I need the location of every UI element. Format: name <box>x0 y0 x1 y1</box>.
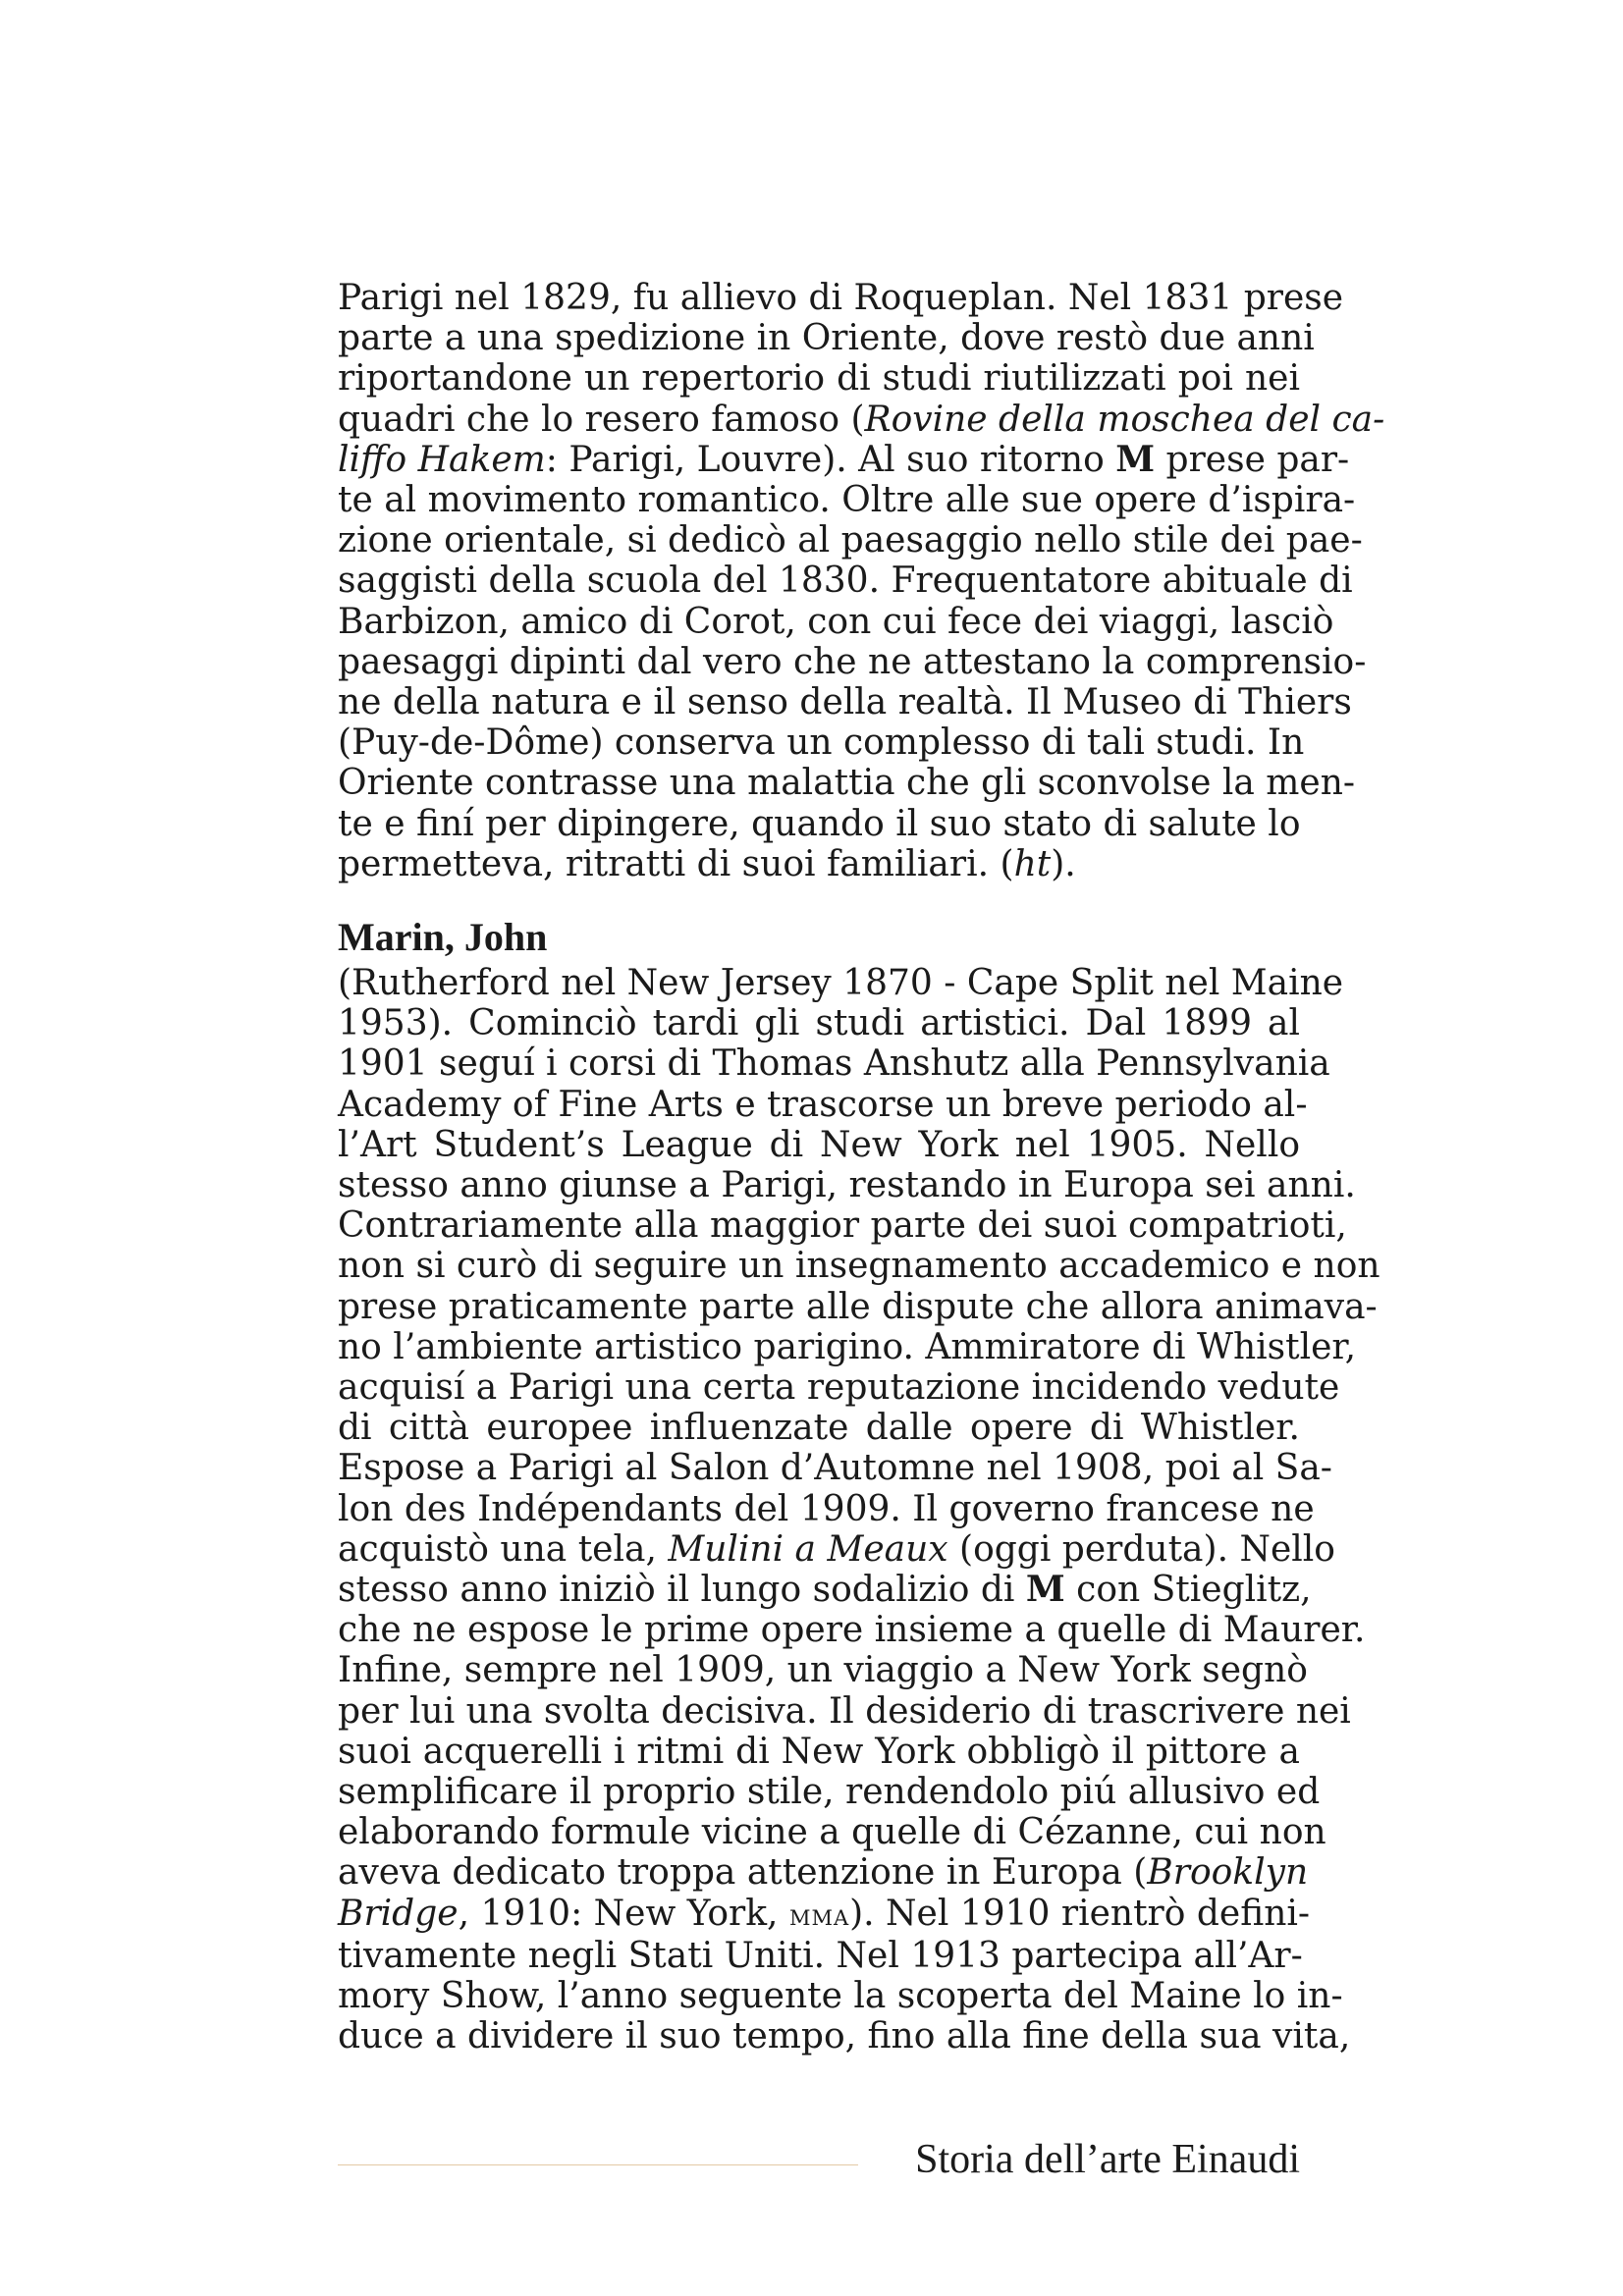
entry-title: Marin, John <box>338 915 548 959</box>
text-segment: (Rutherford nel New Jersey 1870 - Cape Split nel Maine <box>338 963 1344 1003</box>
text-segment: 1901 seguí i corsi di Thomas Anshutz alla Pennsylvania <box>338 1043 1330 1085</box>
bold-text: M <box>1025 1569 1065 1611</box>
text-line <box>338 278 1344 318</box>
text-line <box>338 1569 1312 1611</box>
text-line <box>338 963 1344 1003</box>
text-segment: paesaggi dipinti dal vero che ne attestano la comprensio- <box>338 641 1367 682</box>
text-segment: mory Show, l’anno seguente la scoperta del Maine lo in- <box>338 1976 1343 2017</box>
text-segment: no l’ambiente artistico parigino. Ammiratore di Whistler, <box>338 1326 1357 1367</box>
text-segment: suoi acquerelli i ritmi di New York obbligò il pittore a <box>338 1731 1300 1772</box>
text-segment: Parigi nel 1829, fu allievo di Roqueplan. Nel 1831 prese <box>338 278 1344 318</box>
text-segment: 1953). Cominciò tardi gli studi artistici. Dal 1899 al <box>338 1003 1300 1044</box>
text-line <box>338 1812 1326 1853</box>
text-line <box>338 2016 1351 2057</box>
text-segment: duce a dividere il suo tempo, fino alla fine della sua vita, <box>338 2016 1351 2057</box>
text-segment: , 1910: New York, <box>458 1893 789 1934</box>
text-segment: Contrariamente alla maggior parte dei suoi compatrioti, <box>338 1205 1347 1247</box>
text-segment: Academy of Fine Arts e trascorse un breve periodo al- <box>338 1084 1308 1125</box>
text-line <box>338 1246 1380 1287</box>
text-line <box>338 844 1300 884</box>
text-line <box>338 480 1356 521</box>
text-line <box>338 1286 1378 1327</box>
italic-text: Rovine della moschea del ca- <box>864 399 1385 440</box>
text-line <box>338 1326 1357 1367</box>
text-segment: prese par- <box>1155 439 1350 480</box>
text-segment: per lui una svolta decisiva. Il desiderio di trascrivere nei <box>338 1690 1351 1732</box>
text-segment: prese praticamente parte alle dispute che allora animava- <box>338 1286 1378 1327</box>
text-line <box>338 1528 1335 1570</box>
text-line <box>338 561 1353 602</box>
text-segment: acquistò una tela, <box>338 1528 669 1570</box>
text-line <box>338 1488 1315 1529</box>
text-line <box>338 1448 1332 1489</box>
text-line <box>338 1205 1347 1247</box>
footer-publication: Storia dell’arte Einaudi <box>915 2137 1300 2182</box>
text-segment: lon des Indépendants del 1909. Il governo francese ne <box>338 1488 1315 1529</box>
text-line <box>338 520 1363 561</box>
italic-text: Brooklyn <box>1147 1852 1309 1894</box>
text-segment: ). Nel 1910 rientrò defini- <box>849 1893 1311 1934</box>
text-segment: non si curò di seguire un insegnamento accademico e non <box>338 1246 1380 1287</box>
text-line <box>338 1732 1300 1772</box>
text-line <box>338 318 1315 359</box>
text-segment: tivamente negli Stati Uniti. Nel 1913 partecipa all’Ar- <box>338 1935 1303 1976</box>
text-line <box>338 1165 1356 1206</box>
text-segment: stesso anno giunse a Parigi, restando in Europa sei anni. <box>338 1165 1356 1206</box>
text-line <box>338 399 1385 440</box>
text-segment: parte a una spedizione in Oriente, dove restò due anni <box>338 318 1315 359</box>
page-footer <box>338 2135 1300 2184</box>
text-line <box>338 358 1300 399</box>
text-segment: : Parigi, Louvre). Al suo ritorno <box>545 439 1116 480</box>
text-line <box>338 1976 1343 2017</box>
bold-text: M <box>1115 438 1156 480</box>
text-line <box>338 1772 1321 1813</box>
intro-paragraph <box>338 278 1385 884</box>
text-segment: Barbizon, amico di Corot, con cui fece dei viaggi, lasciò <box>338 601 1334 642</box>
text-line <box>338 438 1350 480</box>
text-line <box>338 1935 1303 1976</box>
text-segment: (Puy-de-Dôme) conserva un complesso di tali studi. In <box>338 722 1305 764</box>
text-line <box>338 601 1334 642</box>
text-line <box>338 1893 1311 1936</box>
text-segment: te al movimento romantico. Oltre alle sue opere d’ispira- <box>338 480 1356 521</box>
text-segment: stesso anno iniziò il lungo sodalizio di <box>338 1570 1026 1611</box>
text-segment: (oggi perduta). Nello <box>947 1528 1335 1570</box>
text-segment: con Stieglitz, <box>1064 1570 1312 1611</box>
text-segment: Oriente contrasse una malattia che gli sconvolse la men- <box>338 763 1356 804</box>
text-segment: elaborando formule vicine a quelle di Cézanne, cui non <box>338 1812 1326 1853</box>
text-line <box>338 1043 1330 1085</box>
text-segment: di città europee influenzate dalle opere di Whistler. <box>338 1408 1300 1449</box>
text-line <box>338 1852 1309 1894</box>
text-segment: te e finí per dipingere, quando il suo stato di salute lo <box>338 803 1301 844</box>
text-segment: che ne espose le prime opere insieme a quelle di Maurer. <box>338 1610 1366 1651</box>
text-line <box>338 804 1300 844</box>
text-segment: aveva dedicato troppa attenzione in Europa ( <box>338 1852 1148 1894</box>
text-segment: saggisti della scuola del 1830. Frequentatore abituale di <box>338 561 1353 602</box>
text-segment: quadri che lo resero famoso ( <box>338 399 865 440</box>
text-segment: ). <box>1051 843 1076 884</box>
italic-text: Bridge <box>338 1893 459 1934</box>
text-segment: acquisí a Parigi una certa reputazione incidendo vedute <box>338 1367 1340 1409</box>
text-segment: Espose a Parigi al Salon d’Automne nel 1908, poi al Sa- <box>338 1448 1332 1489</box>
italic-text: ht <box>1013 843 1052 884</box>
entry-paragraph <box>338 963 1380 2057</box>
text-segment: permetteva, ritratti di suoi familiari. ( <box>338 843 1014 884</box>
text-segment: riportandone un repertorio di studi riutilizzati poi nei <box>338 358 1300 400</box>
text-line <box>338 1367 1340 1409</box>
text-line <box>338 722 1305 764</box>
text-segment: Infine, sempre nel 1909, un viaggio a New York segnò <box>338 1650 1308 1691</box>
text-line <box>338 1408 1300 1448</box>
text-line <box>338 1125 1300 1165</box>
text-line <box>338 1690 1351 1732</box>
text-line <box>338 641 1367 682</box>
text-segment: semplificare il proprio stile, rendendolo piú allusivo ed <box>338 1772 1321 1813</box>
footer-rule <box>338 2164 858 2165</box>
italic-text: liffo Hakem <box>338 439 546 480</box>
text-segment: l’Art Student’s League di New York nel 1905. Nello <box>338 1124 1300 1165</box>
small-caps-text: mma <box>788 1897 850 1933</box>
text-line <box>338 1003 1300 1043</box>
text-line <box>338 682 1352 723</box>
text-line <box>338 1650 1308 1691</box>
text-line <box>338 1610 1366 1651</box>
italic-text: Mulini a Meaux <box>668 1528 948 1570</box>
text-line <box>338 1084 1308 1125</box>
text-segment: zione orientale, si dedicò al paesaggio nello stile dei pae- <box>338 520 1363 561</box>
text-line <box>338 763 1356 804</box>
text-segment: ne della natura e il senso della realtà. Il Museo di Thiers <box>338 682 1352 723</box>
